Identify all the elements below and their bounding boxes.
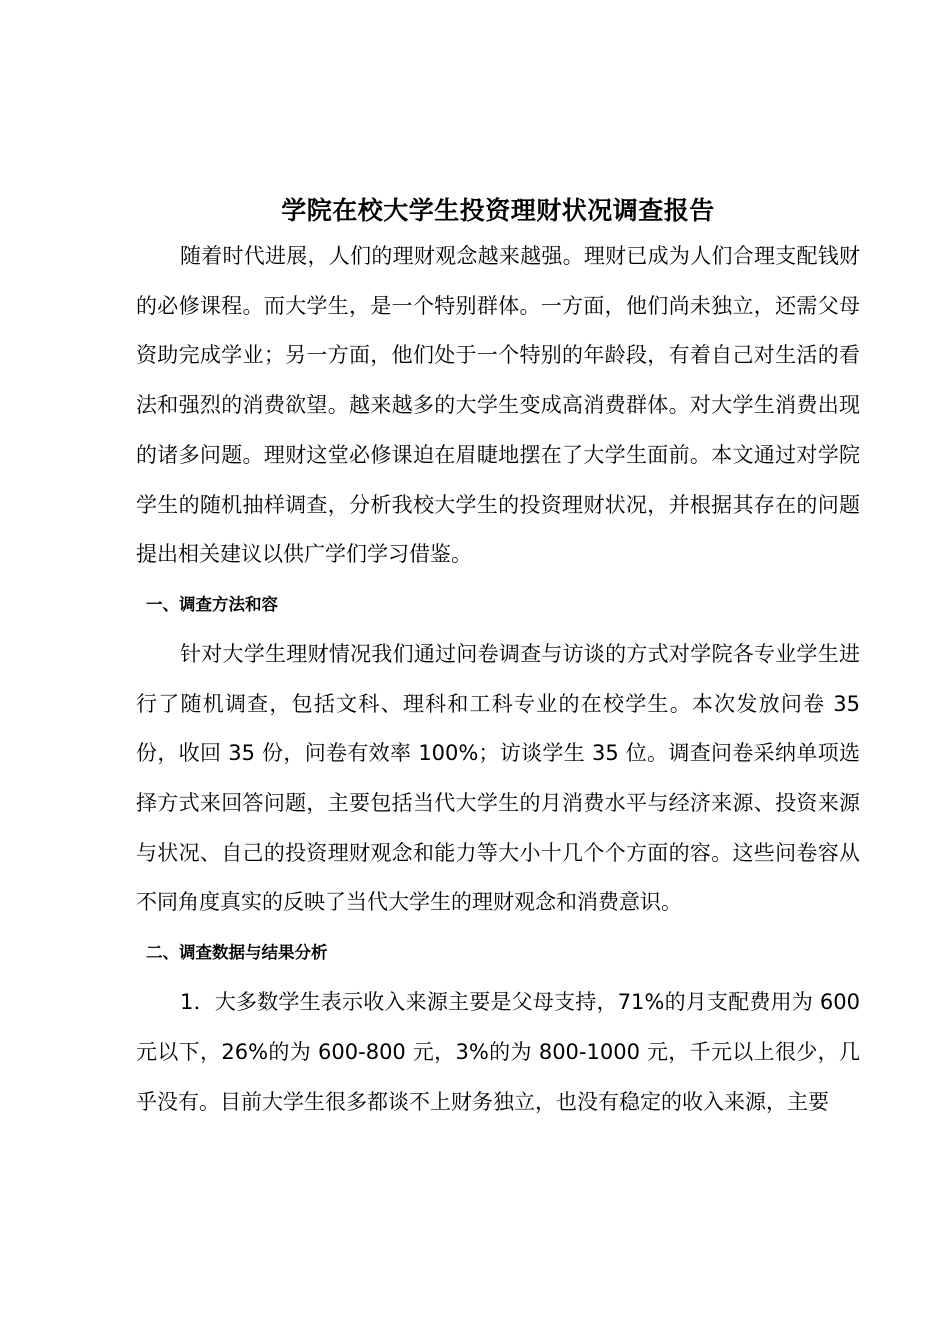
methods-paragraph: 针对大学生理财情况我们通过问卷调查与访谈的方式对学院各专业学生进行了随机调查，包括文科、理科和工科专业的在校学生。本次发放问卷 35 份，收回 35 份，问卷有效率 100%；访谈学生 35 位。调查问卷采纳单项选择方式来回答问题，主要包括当代大学生的月消费水平与经济来源、投资来源与状况、自己的投资理财观念和能力等大小十几个个方面的容。这些问卷容从不同角度真实的反映了当代大学生的理财观念和消费意识。 xyxy=(136,641,860,915)
section-heading-analysis: 二、调查数据与结果分析 xyxy=(146,943,328,963)
intro-paragraph: 随着时代进展，人们的理财观念越来越强。理财已成为人们合理支配钱财的必修课程。而大学生，是一个特别群体。一方面，他们尚未独立，还需父母资助完成学业；另一方面，他们处于一个特别的年龄段，有着自己对生活的看法和强烈的消费欲望。越来越多的大学生变成高消费群体。对大学生消费出现的诸多问题。理财这堂必修课迫在眉睫地摆在了大学生面前。本文通过对学院学生的随机抽样调查，分析我校大学生的投资理财状况，并根据其存在的问题提出相关建议以供广学们学习借鉴。 xyxy=(136,244,860,567)
document-page xyxy=(136,190,860,1127)
document-title: 学院在校大学生投资理财状况调查报告 xyxy=(281,196,715,225)
analysis-paragraph: 1．大多数学生表示收入来源主要是父母支持，71%的月支配费用为 600 元以下，26%的为 600-800 元，3%的为 800-1000 元，千元以上很少，几乎没有。目前大学生很多都谈不上财务独立，也没有稳定的收入来源，主要 xyxy=(136,990,860,1114)
section-heading-methods: 一、调查方法和容 xyxy=(146,594,278,614)
